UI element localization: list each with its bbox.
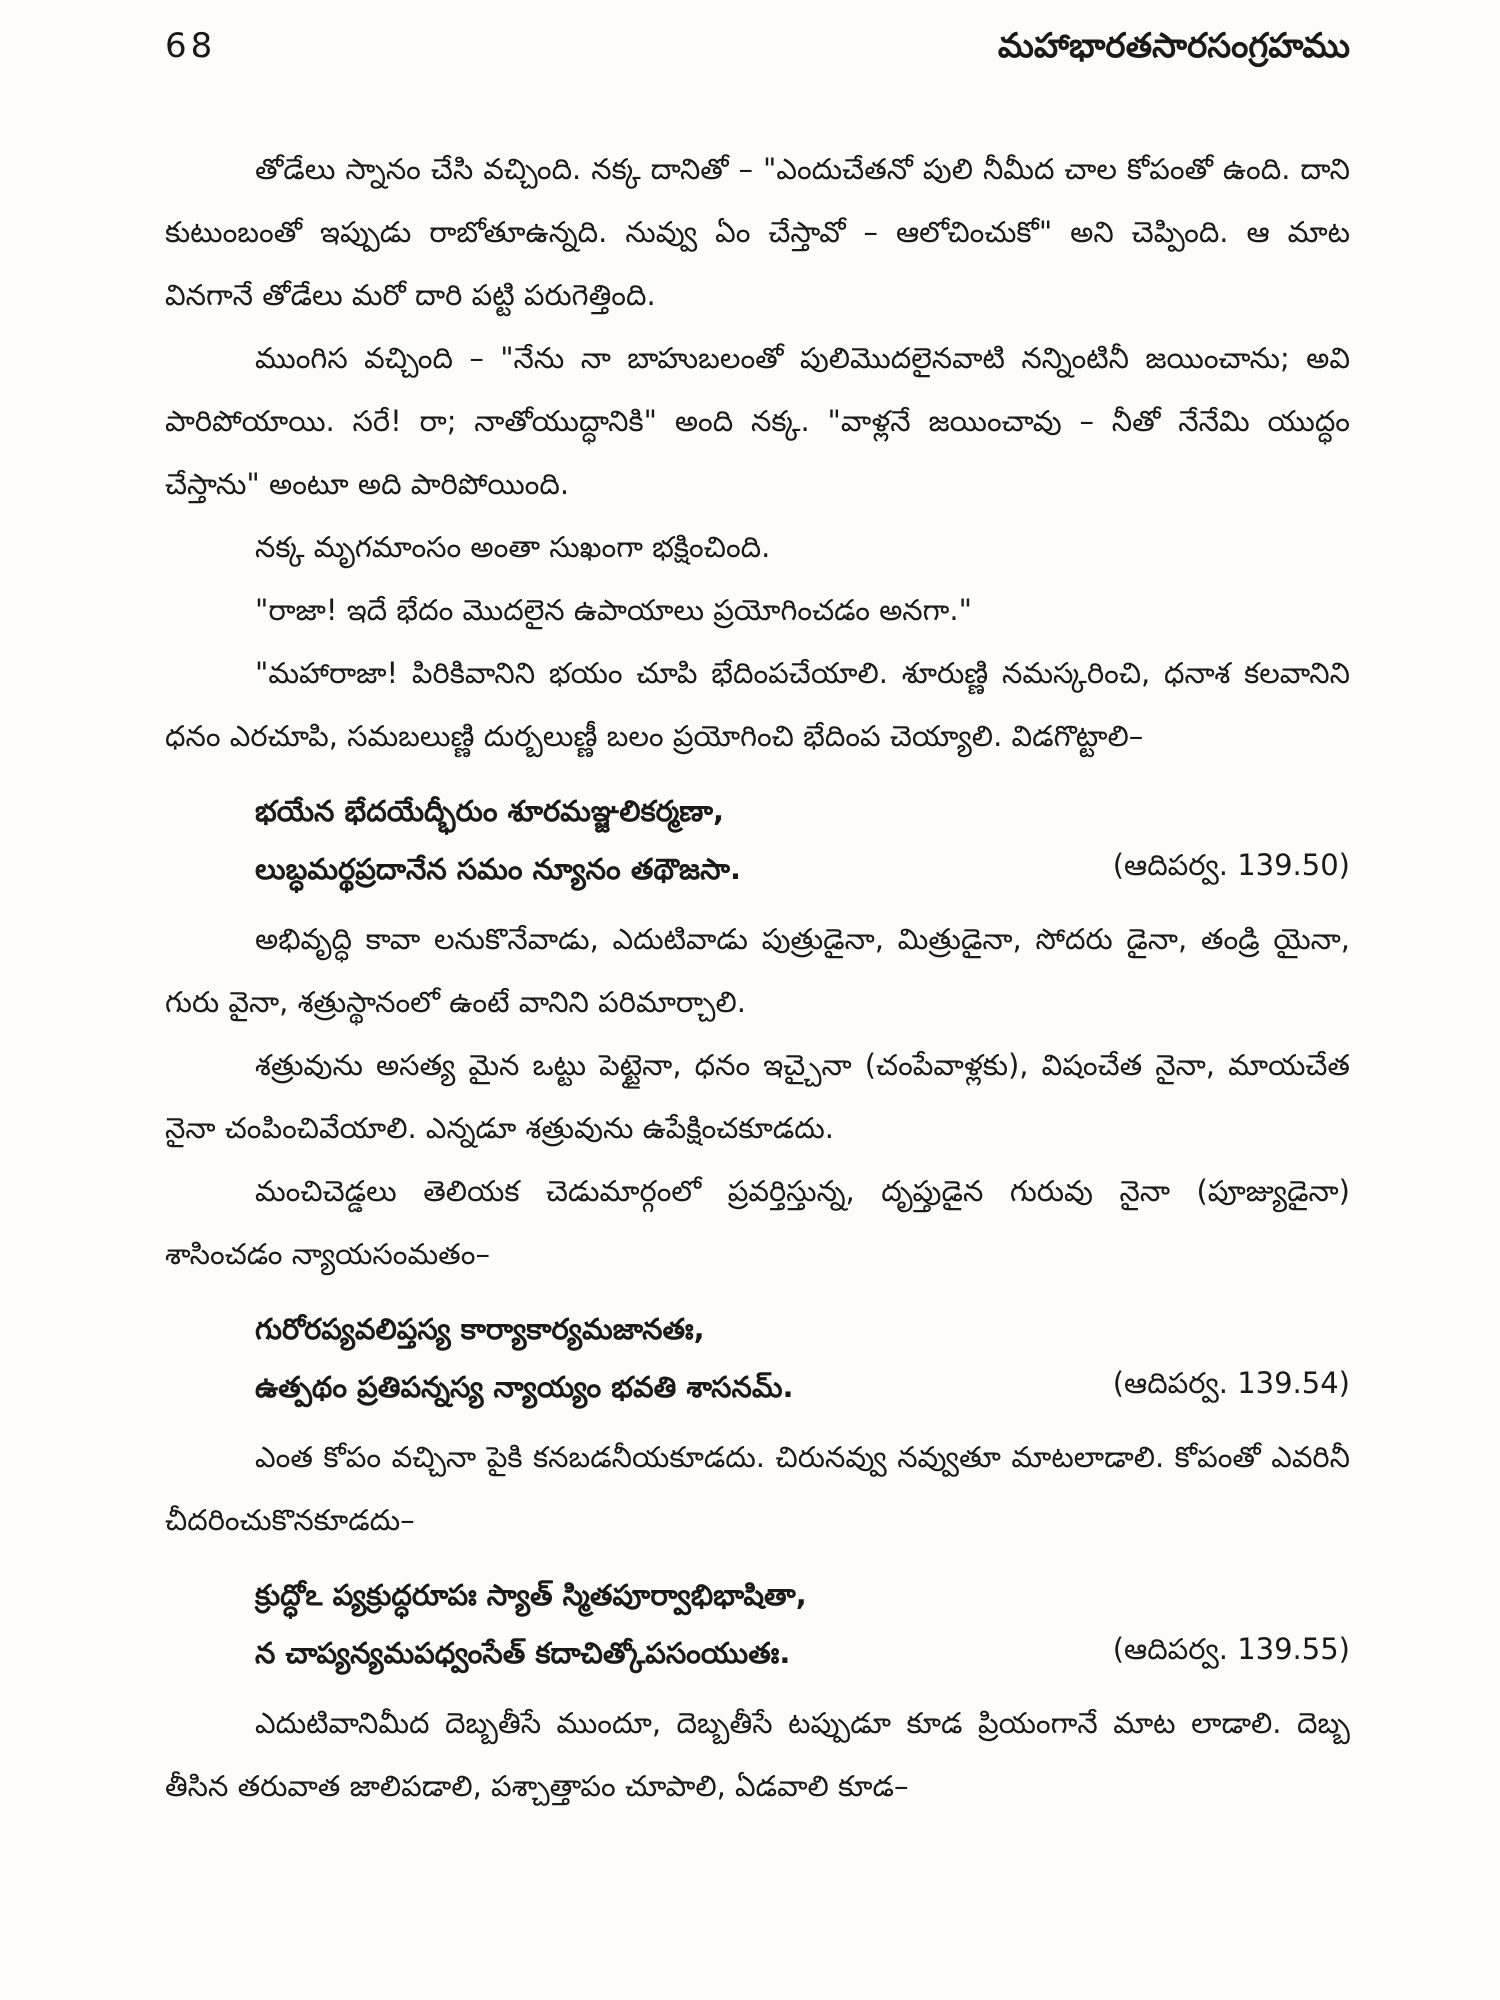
verse-line: న చాప్యన్యమపధ్వంసేత్ కదాచిత్కోపసంయుతః. — [255, 1636, 791, 1670]
page-header — [165, 22, 1350, 82]
paragraph: ముంగిస వచ్చింది – "నేను నా బాహుబలంతో పులిమొదలైనవాటి నన్నింటినీ జయించాను; అవి పారిపోయాయి. సరే! రా; నాతోయుద్ధానికి" అంది నక్క. "వాళ్లనే జయించావు – నీతో నేనేమి యుద్ధం చేస్తాను" అంటూ అది పారిపోయింది. — [165, 341, 1350, 501]
verse-line: క్రుద్ధోఽ ప్యక్రుద్ధరూపః స్యాత్ స్మితపూర్వాభిభాషితా, — [255, 1578, 807, 1612]
sanskrit-verse — [255, 782, 1350, 898]
page-body — [165, 138, 1350, 1818]
verse-reference: (ఆదిపర్వ. 139.50) — [1112, 848, 1350, 882]
verse-line: భయేన భేదయేద్భీరుం శూరమఞ్జలికర్మణా, — [255, 794, 725, 828]
verse-line: ఉత్పథం ప్రతిపన్నస్య న్యాయ్యం భవతి శాసనమ్. — [255, 1370, 794, 1404]
paragraph: ఎదుటివానిమీద దెబ్బతీసే ముందూ, దెబ్బతీసే టప్పుడూ కూడ ప్రియంగానే మాట లాడాలి. దెబ్బ తీసిన తరువాత జాలిపడాలి, పశ్చాత్తాపం చూపాలి, ఏడవాలి కూడ– — [165, 1706, 1350, 1803]
page-number: 68 — [165, 26, 217, 66]
running-title: మహాభారతసారసంగ్రహము — [997, 26, 1350, 66]
paragraph: "మహారాజా! పిరికివానిని భయం చూపి భేదింపచేయాలి. శూరుణ్ణి నమస్కరించి, ధనాశ కలవానిని ధనం ఎరచూపి, సమబలుణ్ణి దుర్బలుణ్ణీ బలం ప్రయోగించి భేదింప చెయ్యాలి. విడగొట్టాలి– — [165, 656, 1350, 753]
paragraph: "రాజా! ఇదే భేదం మొదలైన ఉపాయాలు ప్రయోగించడం అనగా." — [255, 593, 972, 627]
verse-reference: (ఆదిపర్వ. 139.54) — [1112, 1366, 1350, 1400]
paragraph: శత్రువును అసత్య మైన ఒట్టు పెట్టైనా, ధనం ఇచ్చైనా (చంపేవాళ్లకు), విషంచేత నైనా, మాయచేత నైనా చంపించివేయాలి. ఎన్నడూ శత్రువును ఉపేక్షించకూడదు. — [165, 1048, 1350, 1145]
verse-line: లుబ్ధమర్థప్రదానేన సమం న్యూనం తథౌజసా. — [255, 852, 742, 886]
paragraph: ఎంత కోపం వచ్చినా పైకి కనబడనీయకూడదు. చిరునవ్వు నవ్వుతూ మాటలాడాలి. కోపంతో ఎవరినీ చీదరించుకొనకూడదు– — [165, 1440, 1350, 1537]
verse-reference: (ఆదిపర్వ. 139.55) — [1112, 1632, 1350, 1666]
paragraph: తోడేలు స్నానం చేసి వచ్చింది. నక్క దానితో – "ఎందుచేతనో పులి నీమీద చాల కోపంతో ఉంది. దాని కుటుంబంతో ఇప్పుడు రాబోతూఉన్నది. నువ్వు ఏం చేస్తావో – ఆలోచించుకో" అని చెప్పింది. ఆ మాట వినగానే తోడేలు మరో దారి పట్టి పరుగెత్తింది. — [165, 152, 1350, 312]
paragraph: నక్క మృగమాంసం అంతా సుఖంగా భక్షించింది. — [255, 530, 771, 564]
verse-line: గురోరప్యవలిప్తస్య కార్యాకార్యమజానతః, — [255, 1312, 705, 1346]
paragraph: మంచిచెడ్డలు తెలియక చెడుమార్గంలో ప్రవర్తిస్తున్న, దృప్తుడైన గురువు నైనా (పూజ్యుడైనా) శాసించడం న్యాయసంమతం– — [165, 1174, 1350, 1271]
sanskrit-verse — [255, 1566, 1350, 1682]
paragraph: అభివృద్ధి కావా లనుకొనేవాడు, ఎదుటివాడు పుత్రుడైనా, మిత్రుడైనా, సోదరు డైనా, తండ్రి యైనా, గురు వైనా, శత్రుస్థానంలో ఉంటే వానిని పరిమార్చాలి. — [165, 922, 1350, 1019]
sanskrit-verse — [255, 1300, 1350, 1416]
